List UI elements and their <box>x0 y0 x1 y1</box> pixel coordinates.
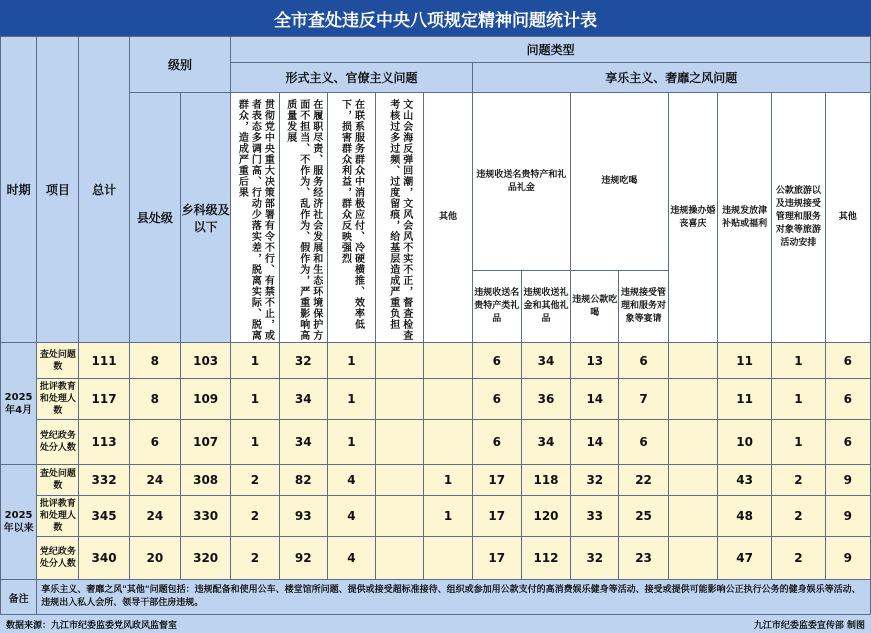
cell-h6: 6 <box>825 343 870 379</box>
statistics-table <box>0 36 871 615</box>
header-gifts-money: 违规收送礼金和其他礼品 <box>521 271 570 343</box>
cell-h5: 1 <box>772 379 825 420</box>
row-item-label: 查处问题数 <box>37 465 79 496</box>
cell-f4 <box>376 465 424 496</box>
cell-f3: 1 <box>327 420 375 465</box>
cell-total: 345 <box>79 496 129 537</box>
cell-f5: 1 <box>424 496 472 537</box>
cell-f1: 2 <box>231 496 279 537</box>
producer: 九江市纪委监委宣传部 制图 <box>753 620 865 631</box>
cell-f3: 4 <box>327 537 375 580</box>
row-item-label: 批评教育和处理人数 <box>37 379 79 420</box>
cell-f5 <box>424 343 472 379</box>
cell-f5 <box>424 420 472 465</box>
cell-county: 8 <box>129 343 180 379</box>
header-dining-public: 违规公款吃喝 <box>571 271 619 343</box>
cell-h4: 11 <box>717 343 771 379</box>
header-hedonism-weddings: 违规操办婚丧喜庆 <box>668 93 717 343</box>
cell-h4: 10 <box>717 420 771 465</box>
cell-h3 <box>668 379 717 420</box>
header-total: 总计 <box>79 37 129 343</box>
header-formalism: 形式主义、官僚主义问题 <box>231 63 472 93</box>
cell-f4 <box>376 420 424 465</box>
cell-county: 24 <box>129 465 180 496</box>
cell-total: 111 <box>79 343 129 379</box>
cell-h1a: 6 <box>472 343 521 379</box>
header-county-level: 县处级 <box>129 93 180 343</box>
cell-h1a: 6 <box>472 420 521 465</box>
cell-h1a: 17 <box>472 465 521 496</box>
header-problem-type: 问题类型 <box>231 37 871 63</box>
cell-f4 <box>376 379 424 420</box>
cell-h3 <box>668 343 717 379</box>
cell-f3: 1 <box>327 379 375 420</box>
cell-township: 330 <box>181 496 231 537</box>
header-hedonism-dining: 违规吃喝 <box>571 93 669 271</box>
cell-f3: 1 <box>327 343 375 379</box>
cell-h4: 11 <box>717 379 771 420</box>
header-hedonism-gifts: 违规收送名贵特产和礼品礼金 <box>472 93 571 271</box>
cell-h2a: 14 <box>571 420 619 465</box>
cell-f1: 2 <box>231 465 279 496</box>
table-row <box>1 496 871 537</box>
cell-f1: 1 <box>231 420 279 465</box>
cell-f4 <box>376 496 424 537</box>
table-row <box>1 420 871 465</box>
cell-h3 <box>668 465 717 496</box>
cell-h3 <box>668 537 717 580</box>
page-title: 全市查处违反中央八项规定精神问题统计表 <box>0 0 871 36</box>
cell-h1a: 6 <box>472 379 521 420</box>
header-gifts-specialty: 违规收送名贵特产类礼品 <box>472 271 521 343</box>
period-label: 2025年4月 <box>1 343 37 465</box>
cell-h2b: 22 <box>619 465 668 496</box>
cell-h2b: 6 <box>619 420 668 465</box>
row-item-label: 批评教育和处理人数 <box>37 496 79 537</box>
cell-county: 8 <box>129 379 180 420</box>
cell-h5: 2 <box>772 465 825 496</box>
cell-f5: 1 <box>424 465 472 496</box>
table-row <box>1 343 871 379</box>
cell-h1b: 118 <box>521 465 570 496</box>
cell-h1b: 34 <box>521 420 570 465</box>
cell-township: 109 <box>181 379 231 420</box>
cell-h2a: 33 <box>571 496 619 537</box>
cell-h6: 6 <box>825 379 870 420</box>
cell-f2: 34 <box>279 379 327 420</box>
cell-total: 117 <box>79 379 129 420</box>
cell-county: 6 <box>129 420 180 465</box>
cell-f3: 4 <box>327 465 375 496</box>
cell-township: 103 <box>181 343 231 379</box>
cell-h3 <box>668 420 717 465</box>
cell-h5: 1 <box>772 343 825 379</box>
header-formalism-other: 其他 <box>424 93 472 343</box>
cell-h2b: 7 <box>619 379 668 420</box>
cell-f5 <box>424 537 472 580</box>
cell-h5: 1 <box>772 420 825 465</box>
cell-h5: 2 <box>772 496 825 537</box>
cell-h1a: 17 <box>472 496 521 537</box>
note-text: 享乐主义、奢靡之风"其他"问题包括：违规配备和使用公车、楼堂馆所问题、提供或接受超标准接待、组织或参加用公款支付的高消费娱乐健身等活动、接受或提供可能影响公正执行公务的健身娱乐等活动、违规出入私人会所、领导干部住房违规。 <box>37 580 871 615</box>
cell-h4: 43 <box>717 465 771 496</box>
header-formalism-1: 贯彻党中央重大决策部署有令不行、有禁不止，或者表态多调门高、行动少落实差，脱离实际、脱离群众，造成严重后果 <box>231 93 279 343</box>
cell-township: 107 <box>181 420 231 465</box>
cell-total: 113 <box>79 420 129 465</box>
cell-h4: 47 <box>717 537 771 580</box>
cell-h3 <box>668 496 717 537</box>
table-row <box>1 465 871 496</box>
cell-h2a: 32 <box>571 537 619 580</box>
cell-f2: 82 <box>279 465 327 496</box>
header-period: 时期 <box>1 37 37 343</box>
cell-h1b: 36 <box>521 379 570 420</box>
footer <box>0 614 871 633</box>
header-level: 级别 <box>129 37 231 93</box>
cell-county: 24 <box>129 496 180 537</box>
cell-township: 308 <box>181 465 231 496</box>
cell-h6: 6 <box>825 420 870 465</box>
cell-f5 <box>424 379 472 420</box>
cell-h2a: 32 <box>571 465 619 496</box>
row-item-label: 党纪政务处分人数 <box>37 420 79 465</box>
cell-h2a: 14 <box>571 379 619 420</box>
header-formalism-3: 在联系服务群众中消极应付、冷硬横推、效率低下，损害群众利益，群众反映强烈 <box>327 93 375 343</box>
cell-h6: 9 <box>825 496 870 537</box>
cell-f2: 93 <box>279 496 327 537</box>
cell-f4 <box>376 537 424 580</box>
cell-h1b: 120 <box>521 496 570 537</box>
header-formalism-2: 在履职尽责、服务经济社会发展和生态环境保护方面不担当、不作为、乱作为、假作为，严重影响高质量发展 <box>279 93 327 343</box>
cell-f1: 1 <box>231 379 279 420</box>
header-hedonism-allowances: 违规发放津补贴或福利 <box>717 93 771 343</box>
cell-f2: 34 <box>279 420 327 465</box>
cell-h2b: 23 <box>619 537 668 580</box>
cell-f1: 2 <box>231 537 279 580</box>
header-dining-banquet: 违规接受管理和服务对象等宴请 <box>619 271 668 343</box>
cell-total: 340 <box>79 537 129 580</box>
row-item-label: 查处问题数 <box>37 343 79 379</box>
cell-h1a: 17 <box>472 537 521 580</box>
cell-township: 320 <box>181 537 231 580</box>
cell-h2b: 25 <box>619 496 668 537</box>
header-hedonism: 享乐主义、奢靡之风问题 <box>472 63 870 93</box>
cell-h2b: 6 <box>619 343 668 379</box>
period-label: 2025年以来 <box>1 465 37 580</box>
cell-f2: 92 <box>279 537 327 580</box>
cell-h5: 2 <box>772 537 825 580</box>
header-item: 项目 <box>37 37 79 343</box>
row-item-label: 党纪政务处分人数 <box>37 537 79 580</box>
cell-h6: 9 <box>825 465 870 496</box>
cell-f4 <box>376 343 424 379</box>
cell-f2: 32 <box>279 343 327 379</box>
header-formalism-4: 文山会海反弹回潮，文风会风不实不正，督查检查考核过多过频、过度留痕，给基层造成严重负担 <box>376 93 424 343</box>
cell-h4: 48 <box>717 496 771 537</box>
cell-h2a: 13 <box>571 343 619 379</box>
table-row <box>1 537 871 580</box>
cell-county: 20 <box>129 537 180 580</box>
cell-f3: 4 <box>327 496 375 537</box>
cell-f1: 1 <box>231 343 279 379</box>
cell-h1b: 34 <box>521 343 570 379</box>
table-row <box>1 379 871 420</box>
note-label: 备注 <box>1 580 37 615</box>
header-hedonism-other: 其他 <box>825 93 870 343</box>
cell-h1b: 112 <box>521 537 570 580</box>
data-source: 数据来源：九江市纪委监委党风政风监督室 <box>6 620 178 631</box>
header-township-level: 乡科级及以下 <box>181 93 231 343</box>
cell-h6: 9 <box>825 537 870 580</box>
cell-total: 332 <box>79 465 129 496</box>
header-hedonism-travel: 公款旅游以及违规接受管理和服务对象等旅游活动安排 <box>772 93 825 343</box>
